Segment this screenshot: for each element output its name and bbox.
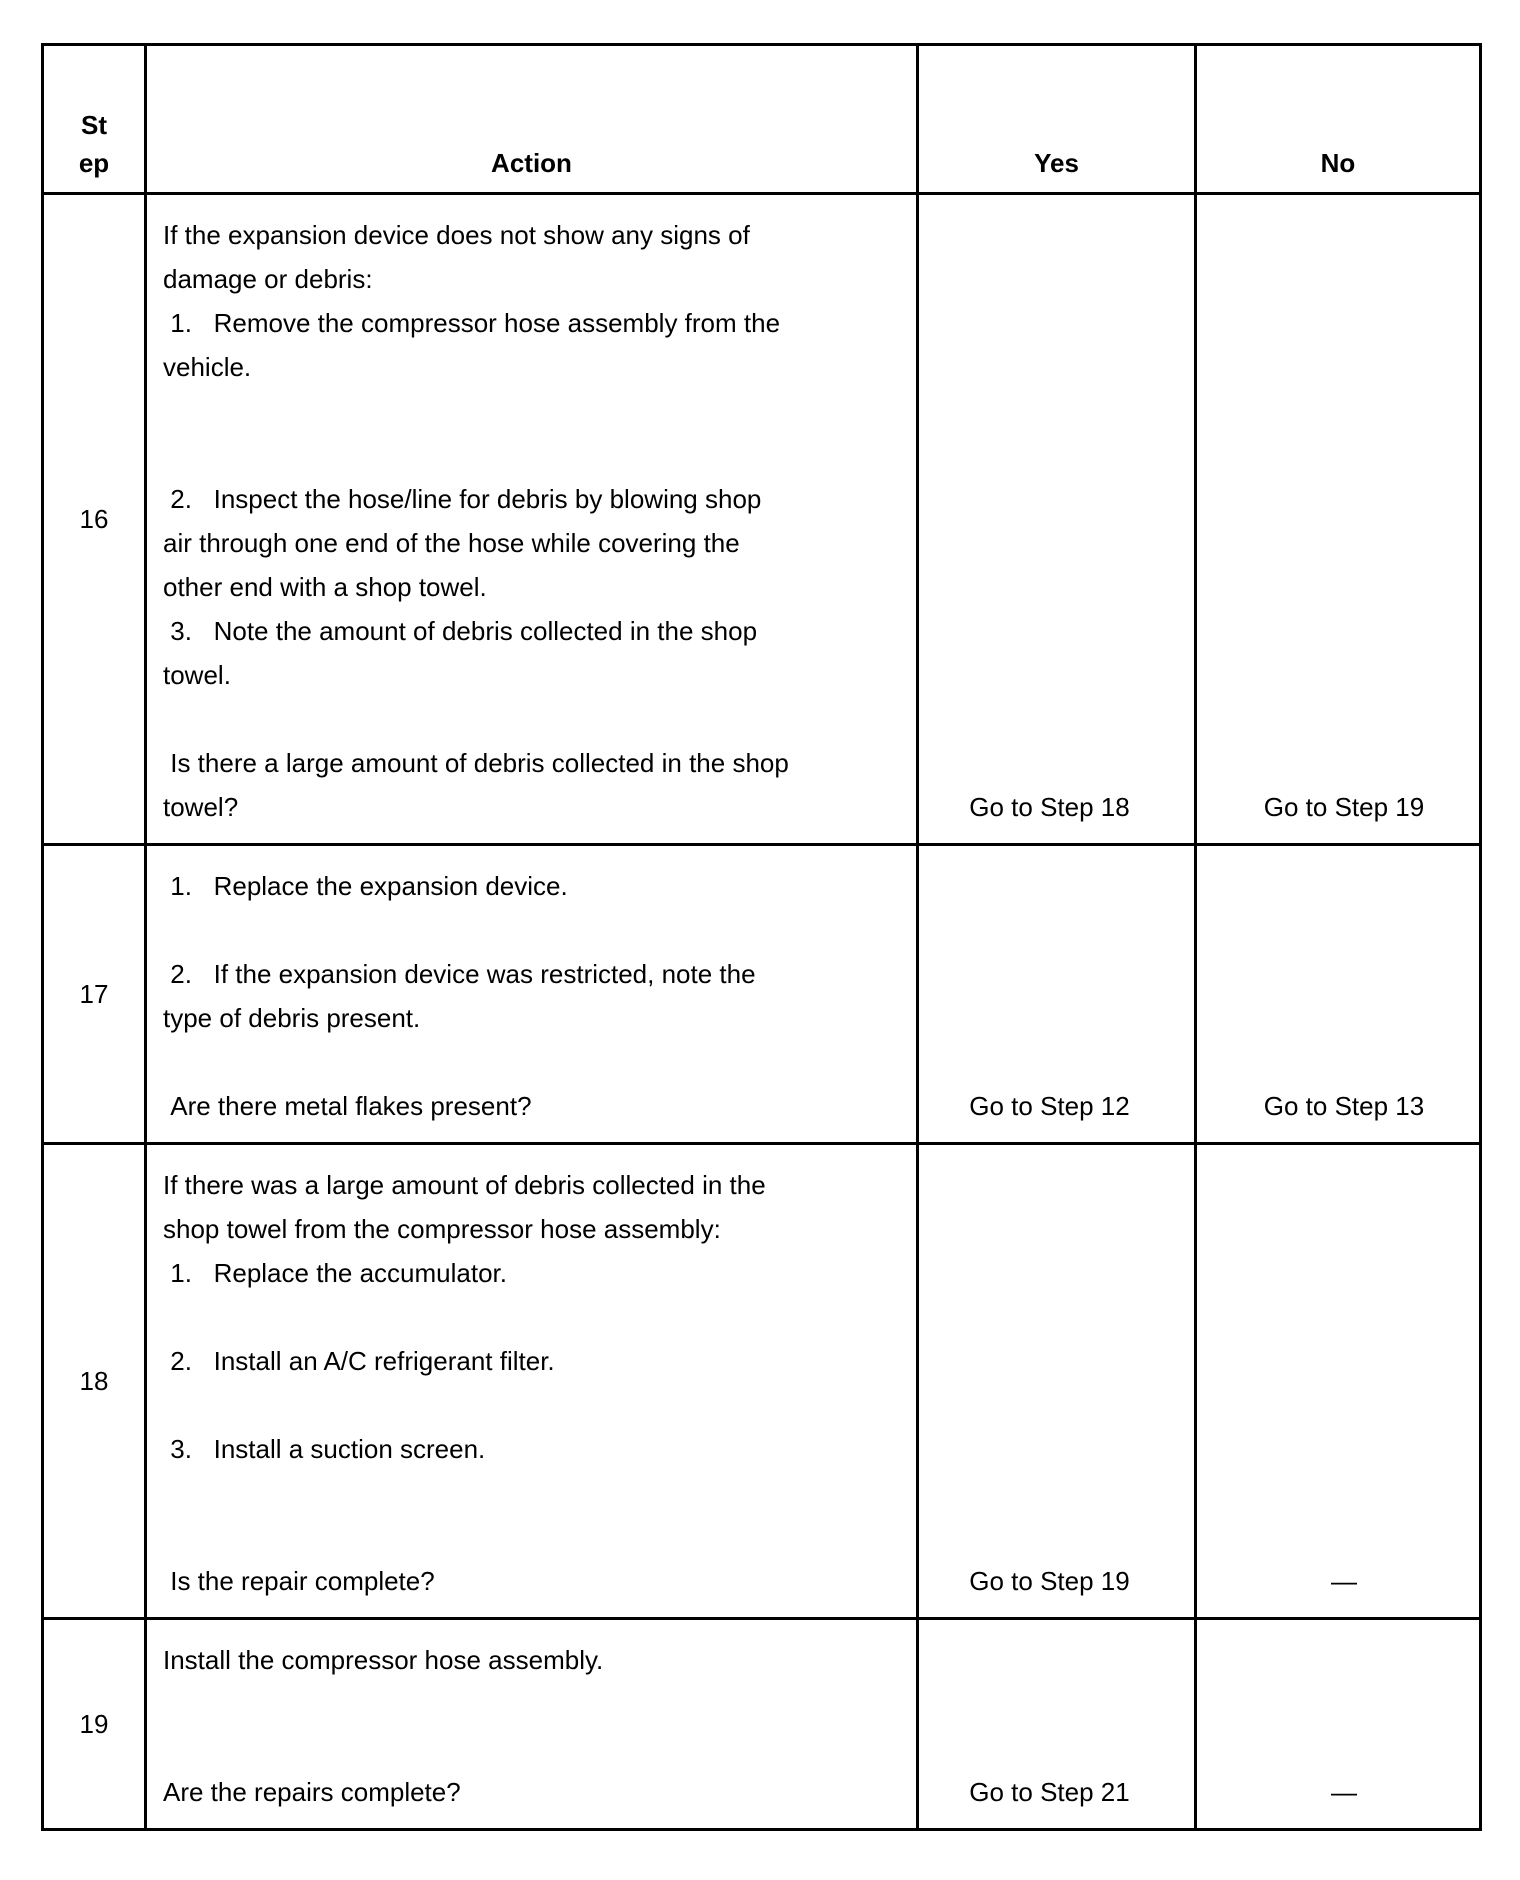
header-yes: Yes bbox=[918, 45, 1196, 194]
action-cell bbox=[146, 1619, 918, 1830]
question-line: Are there metal flakes present? bbox=[163, 1091, 532, 1121]
step-number: 19 bbox=[43, 1619, 146, 1830]
no-result: — bbox=[1196, 1619, 1481, 1830]
question-line: Are the repairs complete? bbox=[163, 1777, 461, 1807]
header-action: Action bbox=[146, 45, 918, 194]
diagnostic-table-container bbox=[41, 43, 1479, 1831]
question-line: towel? bbox=[163, 792, 239, 822]
spacer bbox=[163, 1471, 896, 1559]
header-step bbox=[43, 45, 146, 194]
question-line: Is the repair complete? bbox=[163, 1566, 435, 1596]
header-no: No bbox=[1196, 45, 1481, 194]
action-line: shop towel from the compressor hose assembly: bbox=[163, 1214, 721, 1244]
diagnostic-table bbox=[41, 43, 1482, 1831]
action-line: type of debris present. bbox=[163, 1003, 421, 1033]
action-line: If the expansion device does not show any signs of bbox=[163, 220, 750, 250]
step-number: 18 bbox=[43, 1144, 146, 1619]
spacer bbox=[163, 1682, 896, 1770]
no-result: — bbox=[1196, 1144, 1481, 1619]
yes-result: Go to Step 12 bbox=[918, 845, 1196, 1144]
spacer bbox=[163, 1295, 896, 1339]
header-step-line1: St bbox=[81, 110, 107, 140]
table-row-step-18 bbox=[43, 1144, 1481, 1619]
yes-result: Go to Step 19 bbox=[918, 1144, 1196, 1619]
spacer bbox=[163, 697, 896, 741]
step-number: 17 bbox=[43, 845, 146, 1144]
header-step-line2: ep bbox=[78, 148, 110, 178]
yes-result: Go to Step 18 bbox=[918, 194, 1196, 845]
action-line: 2. Install an A/C refrigerant filter. bbox=[163, 1346, 555, 1376]
step-number: 16 bbox=[43, 194, 146, 845]
spacer bbox=[163, 908, 896, 952]
action-cell bbox=[146, 845, 918, 1144]
action-line: 2. Inspect the hose/line for debris by blowing shop bbox=[163, 484, 762, 514]
spacer bbox=[163, 1040, 896, 1084]
header-row bbox=[43, 45, 1481, 194]
action-line: vehicle. bbox=[163, 352, 252, 382]
action-line: If there was a large amount of debris collected in the bbox=[163, 1170, 766, 1200]
action-line: air through one end of the hose while covering the bbox=[163, 528, 740, 558]
action-cell bbox=[146, 194, 918, 845]
action-line: 3. Note the amount of debris collected in the shop bbox=[163, 616, 758, 646]
table-row-step-16 bbox=[43, 194, 1481, 845]
no-result: Go to Step 13 bbox=[1196, 845, 1481, 1144]
spacer bbox=[163, 1383, 896, 1427]
action-line: other end with a shop towel. bbox=[163, 572, 487, 602]
table-row-step-19 bbox=[43, 1619, 1481, 1830]
action-line: 1. Remove the compressor hose assembly from the bbox=[163, 308, 781, 338]
yes-result: Go to Step 21 bbox=[918, 1619, 1196, 1830]
action-line: damage or debris: bbox=[163, 264, 373, 294]
action-line: 2. If the expansion device was restricted, note the bbox=[163, 959, 756, 989]
action-line: 1. Replace the accumulator. bbox=[163, 1258, 507, 1288]
action-line: 1. Replace the expansion device. bbox=[163, 871, 568, 901]
action-line: Install the compressor hose assembly. bbox=[163, 1645, 604, 1675]
action-line: 3. Install a suction screen. bbox=[163, 1434, 486, 1464]
action-cell bbox=[146, 1144, 918, 1619]
action-line: towel. bbox=[163, 660, 231, 690]
no-result: Go to Step 19 bbox=[1196, 194, 1481, 845]
table-row-step-17 bbox=[43, 845, 1481, 1144]
question-line: Is there a large amount of debris collected in the shop bbox=[163, 748, 789, 778]
spacer bbox=[163, 389, 896, 477]
